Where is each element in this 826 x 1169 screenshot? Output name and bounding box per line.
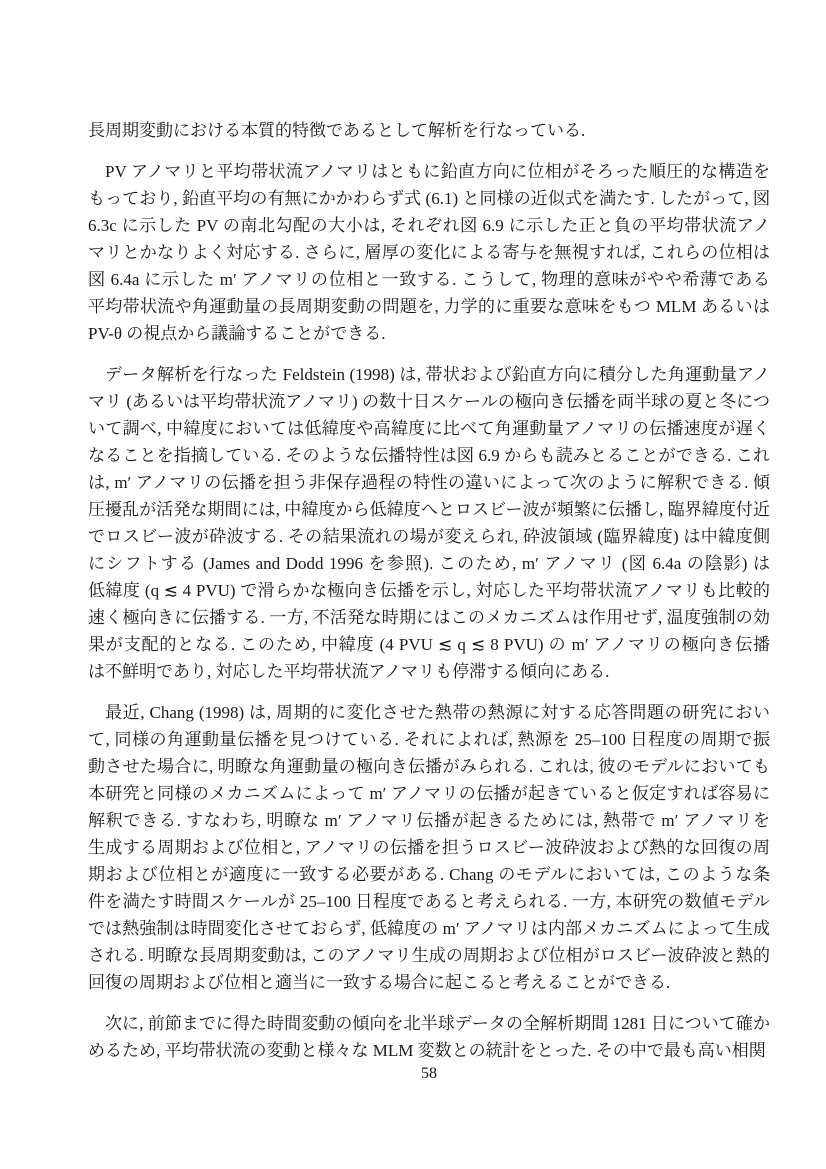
text-line: 速く極向きに伝播する. 一方, 不活発な時期にはこのメカニズムは作用せず, 温度強制の効 xyxy=(88,608,770,627)
text-line: 本研究と同様のメカニズムによって m′ アノマリの伝播が起きていると仮定すれば容易に xyxy=(88,784,770,803)
text-line: めるため, 平均帯状流の変動と様々な MLM 変数との統計をとった. その中で最も高い相関 xyxy=(88,1041,766,1060)
text-line: マリ (あるいは平均帯状流アノマリ) の数十日スケールの極向き伝播を両半球の夏と冬につ xyxy=(88,392,770,411)
page-body xyxy=(88,117,770,1064)
text-line: データ解析を行なった Feldstein (1998) は, 帯状および鉛直方向に積分した角運動量アノ xyxy=(105,365,770,384)
text-line: マリとかなりよく対応する. さらに, 層厚の変化による寄与を無視すれば, これらの位相は xyxy=(88,243,770,262)
paragraph xyxy=(88,361,770,685)
text-line: 生成する周期および位相と, アノマリの伝播を担うロスビー波砕波および熱的な回復の周 xyxy=(88,838,770,857)
text-line: なることを指摘している. そのような伝播特性は図 6.9 からも読みとることができる. これ xyxy=(88,446,770,465)
text-line: される. 明瞭な長周期変動は, このアノマリ生成の周期および位相がロスビー波砕波と熱的 xyxy=(88,946,770,965)
text-line: にシフトする (James and Dodd 1996 を参照). このため, m′ アノマリ (図 6.4a の陰影) は xyxy=(88,554,770,573)
text-line: 最近, Chang (1998) は, 周期的に変化させた熱帯の熱源に対する応答問題の研究におい xyxy=(105,703,770,722)
text-line: では熱強制は時間変化させておらず, 低緯度の m′ アノマリは内部メカニズムによって生成 xyxy=(88,919,770,938)
text-line: もっており, 鉛直平均の有無にかかわらず式 (6.1) と同様の近似式を満たす. したがって, 図 xyxy=(88,189,770,208)
text-line: 期および位相とが適度に一致する必要がある. Chang のモデルにおいては, このような条 xyxy=(88,865,770,884)
text-line: は不鮮明であり, 対応した平均帯状流アノマリも停滞する傾向にある. xyxy=(88,662,610,681)
text-line: 回復の周期および位相と適当に一致する場合に起こると考えることができる. xyxy=(88,973,671,992)
text-line: PV アノマリと平均帯状流アノマリはともに鉛直方向に位相がそろった順圧的な構造を xyxy=(105,162,770,181)
paragraph xyxy=(88,158,770,347)
text-line: PV-θ の視点から議論することができる. xyxy=(88,324,386,343)
text-line: 低緯度 (q ≲ 4 PVU) で滑らかな極向き伝播を示し, 対応した平均帯状流アノマリも比較的 xyxy=(88,581,770,600)
text-line: 動させた場合に, 明瞭な角運動量の極向き伝播がみられる. これは, 彼のモデルにおいても xyxy=(88,757,770,776)
text-line: いて調べ, 中緯度においては低緯度や高緯度に比べて角運動量アノマリの伝播速度が遅く xyxy=(88,419,770,438)
text-line: 6.3c に示した PV の南北勾配の大小は, それぞれ図 6.9 に示した正と負の平均帯状流アノ xyxy=(88,216,770,235)
text-line: 解釈できる. すなわち, 明瞭な m′ アノマリ伝播が起きるためには, 熱帯で m′ アノマリを xyxy=(88,811,770,830)
page-footer xyxy=(88,1063,770,1085)
paragraph xyxy=(88,1010,770,1064)
text-line: 長周期変動における本質的特徴であるとして解析を行なっている. xyxy=(88,121,586,140)
text-line: 平均帯状流や角運動量の長周期変動の問題を, 力学的に重要な意味をもつ MLM あるいは xyxy=(88,297,770,316)
text-line: 果が支配的となる. このため, 中緯度 (4 PVU ≲ q ≲ 8 PVU) の m′ アノマリの極向き伝播 xyxy=(88,635,770,654)
text-line: は, m′ アノマリの伝播を担う非保存過程の特性の違いによって次のように解釈できる. 傾 xyxy=(88,473,770,492)
text-line: て, 同様の角運動量伝播を見つけている. それによれば, 熱源を 25–100 日程度の周期で振 xyxy=(88,730,770,749)
text-line: 図 6.4a に示した m′ アノマリの位相と一致する. こうして, 物理的意味がやや希薄である xyxy=(88,270,770,289)
paragraph xyxy=(88,699,770,996)
page-number: 58 xyxy=(421,1065,437,1082)
text-line: でロスビー波が砕波する. その結果流れの場が変えられ, 砕波領域 (臨界緯度) は中緯度側 xyxy=(88,527,770,546)
text-line: 件を満たす時間スケールが 25–100 日程度であると考えられる. 一方, 本研究の数値モデル xyxy=(88,892,770,911)
text-line: 次に, 前節までに得た時間変動の傾向を北半球データの全解析期間 1281 日について確か xyxy=(105,1014,770,1033)
paragraph xyxy=(88,117,770,144)
text-line: 圧擾乱が活発な期間には, 中緯度から低緯度へとロスビー波が頻繁に伝播し, 臨界緯度付近 xyxy=(88,500,770,519)
